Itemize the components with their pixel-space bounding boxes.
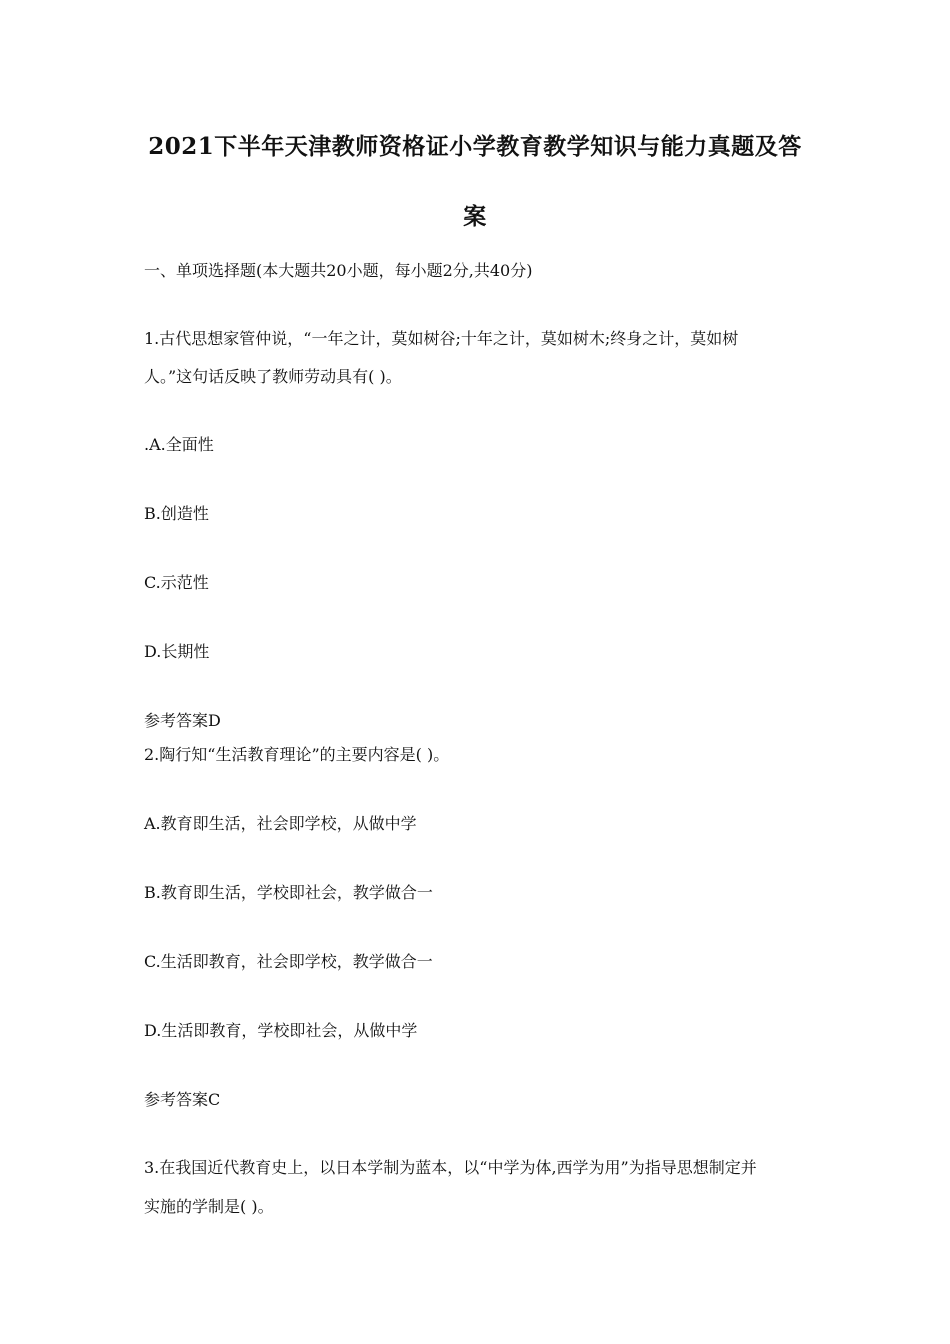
question-2-answer: 参考答案C — [144, 1090, 221, 1109]
question-3-stem-line-1: 3.在我国近代教育史上，以日本学制为蓝本，以“中学为体,西学为用”为指导思想制定并 — [144, 1158, 757, 1177]
question-1-option-c: C.示范性 — [144, 573, 209, 592]
question-2-option-c: C.生活即教育，社会即学校，教学做合一 — [144, 952, 433, 971]
question-2-stem: 2.陶行知“生活教育理论”的主要内容是( )。 — [144, 745, 450, 764]
section-heading: 一、单项选择题(本大题共20小题，每小题2分,共40分) — [144, 261, 533, 280]
question-1-option-a: .A.全面性 — [144, 435, 214, 454]
question-2-option-a: A.教育即生活，社会即学校，从做中学 — [144, 814, 417, 833]
question-2-option-b: B.教育即生活，学校即社会，教学做合一 — [144, 883, 433, 902]
document-title-line-2: 案 — [463, 203, 487, 230]
question-2-option-d: D.生活即教育，学校即社会，从做中学 — [144, 1021, 418, 1040]
document-title-line-1: 2021下半年天津教师资格证小学教育教学知识与能力真题及答 — [148, 133, 802, 160]
question-3-stem-line-2: 实施的学制是( )。 — [144, 1197, 274, 1216]
question-1-stem-line-2: 人。”这句话反映了教师劳动具有( )。 — [144, 367, 402, 386]
question-1-answer: 参考答案D — [144, 711, 221, 730]
question-1-option-d: D.长期性 — [144, 642, 210, 661]
question-1-stem-line-1: 1.古代思想家管仲说，“一年之计，莫如树谷;十年之计，莫如树木;终身之计，莫如树 — [144, 329, 739, 348]
question-1-option-b: B.创造性 — [144, 504, 209, 523]
